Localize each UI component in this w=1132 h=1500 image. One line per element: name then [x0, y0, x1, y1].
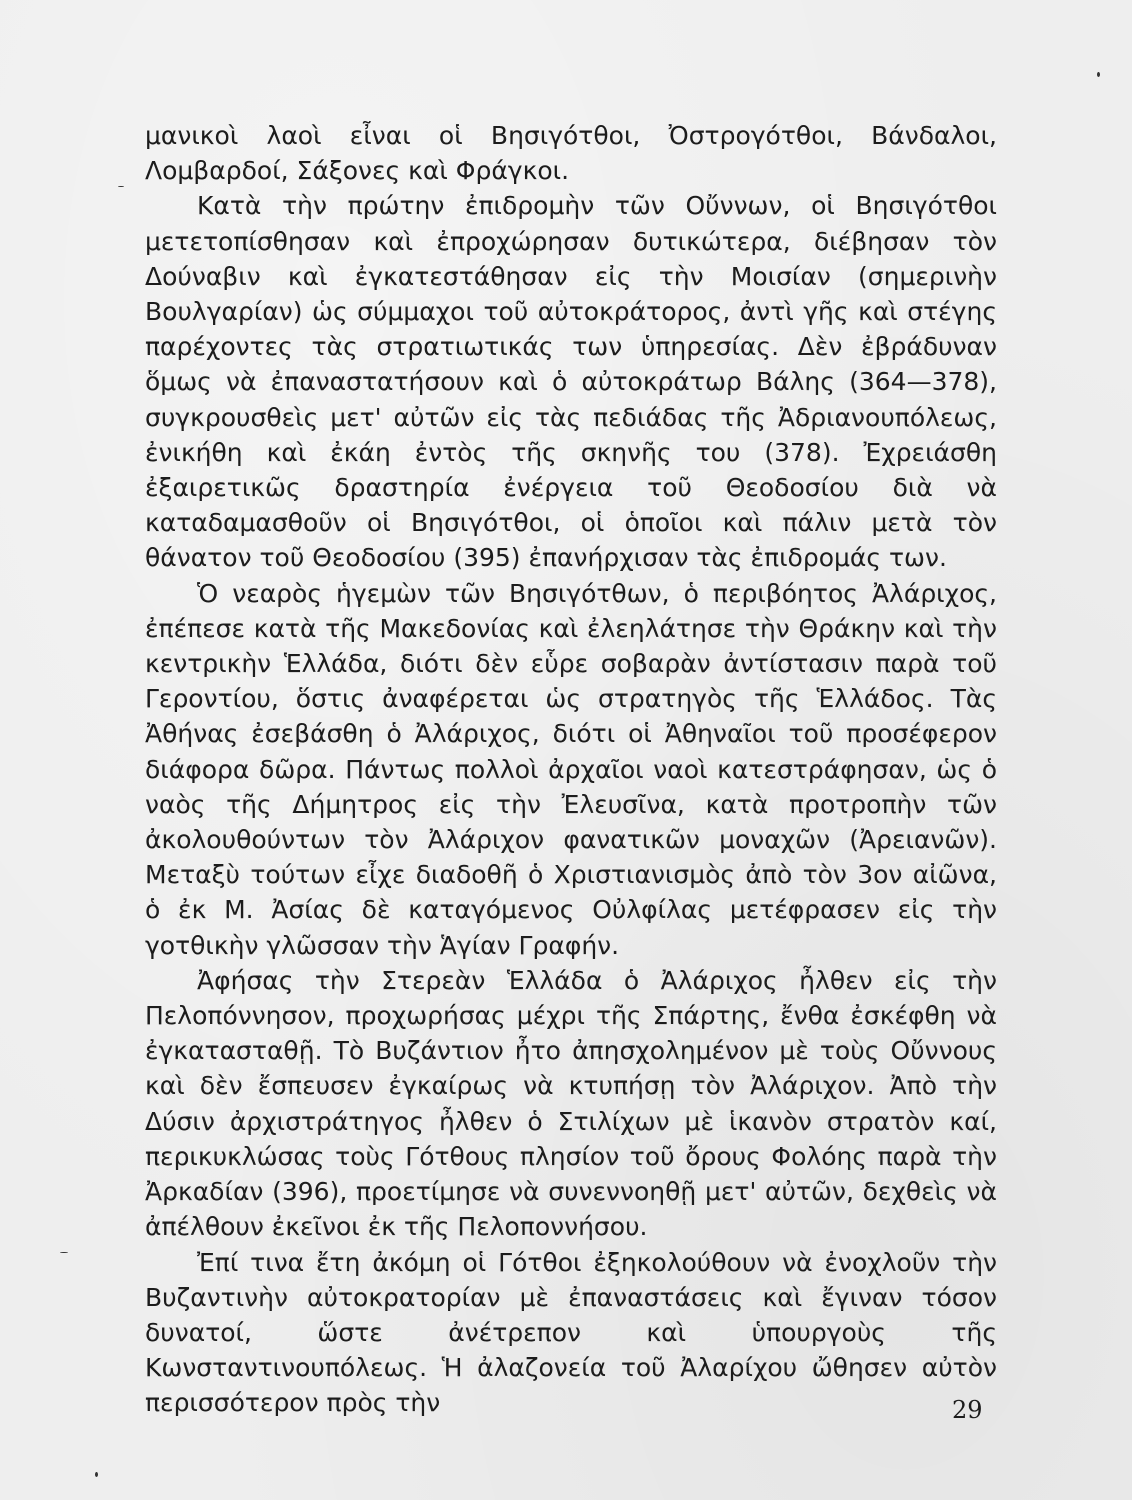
- paragraph: Ἀφήσας τὴν Στερεὰν Ἑλλάδα ὁ Ἀλάριχος ἦλθεν εἰς τὴν Πελοπόννησον, προχωρήσας μέχρι τῆς Σπάρτης, ἔνθα ἐσκέφθη νὰ ἐγκατασταθῇ. Τὸ Βυζάντιον ἦτο ἀπησχολημένον μὲ τοὺς Οὔννους καὶ δὲν ἔσπευσεν ἐγκαίρως νὰ κτυπήσῃ τὸν Ἀλάριχον. Ἀπὸ τὴν Δύσιν ἀρχιστράτηγος ἦλθεν ὁ Στιλίχων μὲ ἱκανὸν στρατὸν καί, περικυκλώσας τοὺς Γότθους πλησίον τοῦ ὄρους Φολόης παρὰ τὴν Ἀρκαδίαν (396), προετίμησε νὰ συνεννοηθῇ μετ' αὐτῶν, δεχθεὶς νὰ ἀπέλθουν ἐκεῖνοι ἐκ τῆς Πελοποννήσου.: [145, 965, 997, 1242]
- paragraph: Ὁ νεαρὸς ἡγεμὼν τῶν Βησιγότθων, ὁ περιβόητος Ἀλάριχος, ἐπέπεσε κατὰ τῆς Μακεδονίας καὶ ἐλεηλάτησε τὴν Θράκην καὶ τὴν κεντρικὴν Ἑλλάδα, διότι δὲν εὗρε σοβαρὰν ἀντίστασιν παρὰ τοῦ Γεροντίου, ὅστις ἀναφέρεται ὡς στρατηγὸς τῆς Ἑλλάδος. Τὰς Ἀθήνας ἐσεβάσθη ὁ Ἀλάριχος, διότι οἱ Ἀθηναῖοι τοῦ προσέφερον διάφορα δῶρα. Πάντως πολλοὶ ἀρχαῖοι ναοὶ κατεστράφησαν, ὡς ὁ ναὸς τῆς Δήμητρος εἰς τὴν Ἐλευσῖνα, κατὰ προτροπὴν τῶν ἀκολουθούντων τὸν Ἀλάριχον φανατικῶν μοναχῶν (Ἀρειανῶν). Μεταξὺ τούτων εἶχε διαδοθῆ ὁ Χριστιανισμὸς ἀπὸ τὸν 3ον αἰῶνα, ὁ ἐκ Μ. Ἀσίας δὲ καταγόμενος Οὐλφίλας μετέφρασεν εἰς τὴν γοτθικὴν γλῶσσαν τὴν Ἁγίαν Γραφήν.: [145, 578, 997, 960]
- scan-speck: [95, 1472, 98, 1477]
- paragraph: Κατὰ τὴν πρώτην ἐπιδρομὴν τῶν Οὔννων, οἱ Βησιγότθοι μετετοπίσθησαν καὶ ἐπροχώρησαν δυτικώτερα, διέβησαν τὸν Δούναβιν καὶ ἐγκατεστάθησαν εἰς τὴν Μοισίαν (σημερινὴν Βουλγαρίαν) ὡς σύμμαχοι τοῦ αὐτοκράτορος, ἀντὶ γῆς καὶ στέγης παρέχοντες τὰς στρατιωτικάς των ὑπηρεσίας. Δὲν ἐβράδυναν ὅμως νὰ ἐπαναστατήσουν καὶ ὁ αὐτοκράτωρ Βάλης (364—378), συγκρουσθεὶς μετ' αὐτῶν εἰς τὰς πεδιάδας τῆς Ἀδριανουπόλεως, ἐνικήθη καὶ ἐκάη ἐντὸς τῆς σκηνῆς του (378). Ἐχρειάσθη ἐξαιρετικῶς δραστηρία ἐνέργεια τοῦ Θεοδοσίου διὰ νὰ καταδαμασθοῦν οἱ Βησιγότθοι, οἱ ὁποῖοι καὶ πάλιν μετὰ τὸν θάνατον τοῦ Θεοδοσίου (395) ἐπανήρχισαν τὰς ἐπιδρομάς των.: [145, 191, 997, 573]
- scan-speck: [1097, 72, 1100, 77]
- scan-speck: [118, 186, 124, 187]
- body-text: [145, 118, 997, 1421]
- paragraph: μανικοὶ λαοὶ εἶναι οἱ Βησιγότθοι, Ὀστρογότθοι, Βάνδαλοι, Λομβαρδοί, Σάξονες καὶ Φράγκοι.: [145, 121, 997, 186]
- page-number: 29: [952, 1396, 983, 1424]
- scan-speck: [60, 1252, 68, 1253]
- paragraph: Ἐπί τινα ἔτη ἀκόμη οἱ Γότθοι ἐξηκολούθουν νὰ ἐνοχλοῦν τὴν Βυζαντινὴν αὐτοκρατορίαν μὲ ἐπαναστάσεις καὶ ἔγιναν τόσον δυνατοί, ὥστε ἀνέτρεπον καὶ ὑπουργοὺς τῆς Κωνσταντινουπόλεως. Ἡ ἀλαζονεία τοῦ Ἀλαρίχου ὤθησεν αὐτὸν περισσότερον πρὸς τὴν: [145, 1247, 997, 1418]
